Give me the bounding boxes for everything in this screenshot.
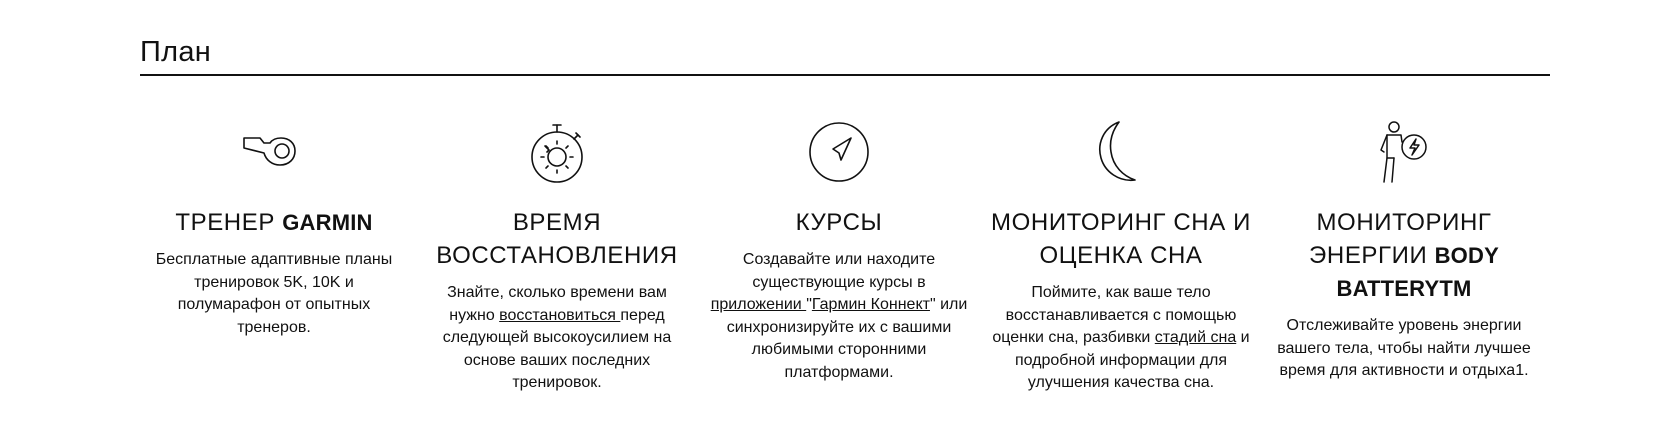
feature-description: Отслеживайте уровень энергии вашего тела, чтобы найти лучшее время для активности и отдыха1. [1277,317,1531,379]
recover-link[interactable]: восстановиться [499,306,621,324]
feature-description: Бесплатные адаптивные планы тренировок 5K, 10K и полумарафон от опытных тренеров. [155,251,393,336]
feature-description: Поймите, как ваше тело восстанавливается с помощью оценки сна, разбивки стадий сна и подробной информации для улучшения качества сна. [992,284,1250,391]
feature-title: КУРСЫ [795,209,883,236]
stopwatch-icon [525,120,589,184]
feature-sleep-monitoring [990,100,1252,395]
whistle-icon [242,120,306,184]
feature-description: Знайте, сколько времени вам нужно восстановиться перед следующей высокоусилием на основе ваших последних тренировок. [442,284,672,391]
sleep-stages-link[interactable]: стадий сна [1154,329,1237,346]
feature-title: МОНИТОРИНГ СНА И ОЦЕНКА СНА [991,209,1251,269]
feature-title: МОНИТОРИНГ ЭНЕРГИИ BODY BATTERYTM [1309,209,1499,301]
feature-garmin-coach [143,100,405,339]
section-title: План [140,36,212,68]
feature-recovery-time [426,100,688,395]
garmin-connect-link[interactable]: Гармин Коннект [811,296,930,313]
feature-body-battery [1273,100,1535,383]
feature-description: Создавайте или находите существующие курсы в приложении "Гармин Коннект" или синхронизируйте их с вашими любимыми сторонними платформами. [710,251,968,381]
app-link[interactable]: приложении [710,296,807,313]
navigation-arrow-icon [807,120,871,184]
section-divider [140,74,1550,76]
feature-courses [708,100,970,384]
moon-icon [1089,120,1153,184]
feature-title: ВРЕМЯ ВОССТАНОВЛЕНИЯ [436,209,678,269]
feature-title: ТРЕНЕР GARMIN [175,209,373,236]
body-battery-person-icon [1372,120,1436,184]
